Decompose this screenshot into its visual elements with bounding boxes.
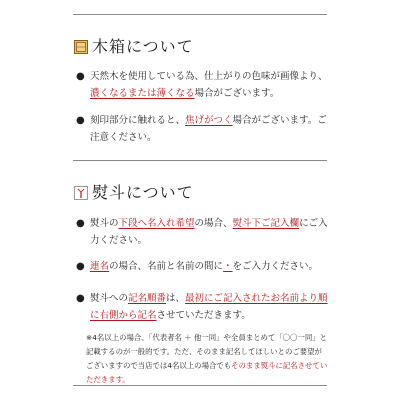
section-divider [73,160,327,161]
highlight-text: 連名 [90,261,110,272]
wooden-box-icon [74,39,88,53]
highlight-text: 記名順番 [128,293,167,304]
list-item-text [76,215,328,249]
noshi-icon [74,185,88,199]
highlight-text: 焦げがつく [185,115,233,126]
item-text: の場合、名前と名前の間に [109,261,224,272]
item-text: 場合がございます。 [194,88,280,99]
footnote [86,331,328,387]
item-text: 熨斗の [90,218,119,229]
item-text: 天然木を使用している為、仕上がりの色味が画像より、 [90,71,328,82]
bullet-icon: ● [76,293,85,304]
highlight-text: 濃くなるまたは薄くなる [90,88,195,99]
highlight-text: 熨斗下ご記入欄 [232,218,300,229]
list-item [76,258,328,275]
item-text: 熨斗への [90,293,129,304]
item-text: 刻印部分に触れると、 [90,115,186,126]
list-item [76,290,328,324]
item-text: の場合、 [194,218,233,229]
item-text: をご入力ください。 [232,261,319,272]
section-heading-wood-box [74,34,194,57]
bottom-divider [73,385,327,386]
highlight-text: ・ [223,261,233,272]
footnote-text: ※4名以上の場合、「代表者名 ＋ 他一同」や全員まとめて「〇〇一同」と記載するのが一般的です。ただ、そのまま記名してほしいとのご要望がございますので当店では4名以上の場合でも [86,333,328,370]
bullet-icon: ● [76,71,85,82]
section-heading-noshi [74,180,194,203]
bullet-icon: ● [76,218,85,229]
top-divider [73,14,327,15]
list-item-text [76,112,328,146]
item-text: させていただきます。 [156,310,251,321]
bullet-icon: ● [76,261,85,272]
list-item-text [76,290,328,324]
list-item-text [76,68,328,102]
item-text: にご入力ください。 [90,218,328,246]
item-text: は、 [166,293,186,304]
list-item [76,112,328,146]
list-item-text [76,258,328,275]
highlight-text: 下段へ名入れ希望 [118,218,195,229]
bullet-icon: ● [76,115,85,126]
highlight-text: 最初にご記入されたお名前より順に右側から記名 [90,293,328,321]
section-title: 木箱について [92,37,194,56]
section-title: 熨斗について [92,183,194,202]
list-item [76,68,328,102]
footnote-highlight: そのまま熨斗に記名させていただきます。 [86,361,328,384]
item-text: 場合がございます。ご注意ください。 [90,115,327,143]
list-item [76,215,328,249]
